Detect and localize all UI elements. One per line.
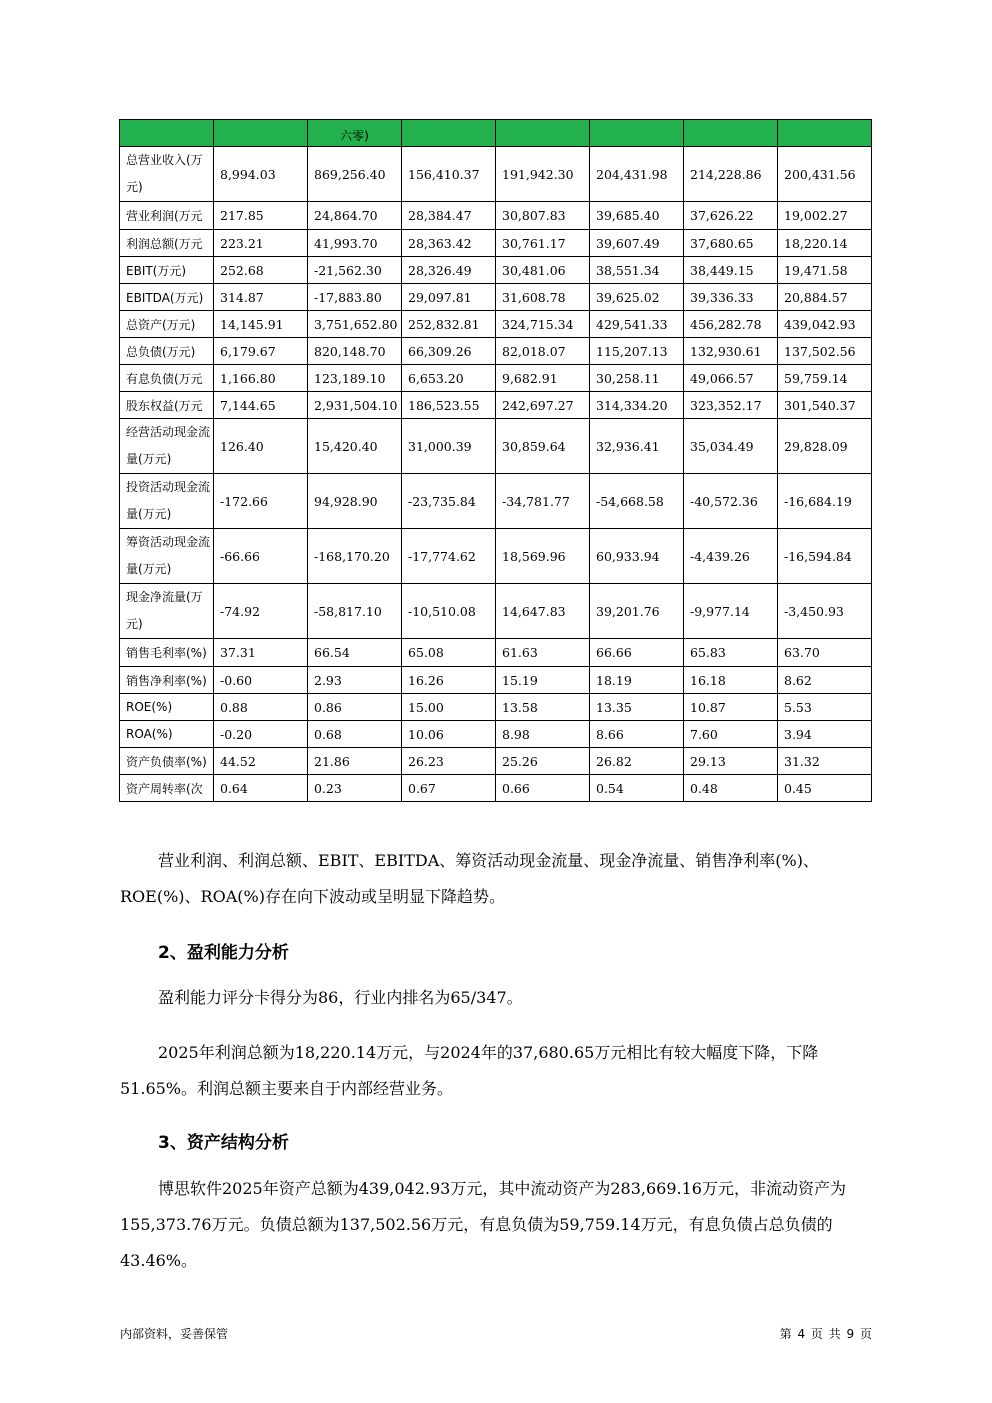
table-cell: 3,751,652.80 — [308, 311, 402, 338]
table-cell: 1,166.80 — [214, 365, 308, 392]
table-header-cell — [778, 120, 872, 147]
row-label: ROE(%) — [120, 694, 214, 721]
table-cell: 223.21 — [214, 230, 308, 257]
row-label: 营业利润(万元 — [120, 202, 214, 230]
table-cell: 66.54 — [308, 639, 402, 667]
row-label: ROA(%) — [120, 721, 214, 748]
table-cell: 191,942.30 — [496, 147, 590, 202]
table-row — [120, 284, 872, 311]
table-cell: 37,680.65 — [684, 230, 778, 257]
table-cell: -3,450.93 — [778, 584, 872, 639]
table-cell: 61.63 — [496, 639, 590, 667]
profit-score-paragraph: 盈利能力评分卡得分为86，行业内排名为65/347。 — [158, 988, 523, 1007]
table-cell: 28,363.42 — [402, 230, 496, 257]
table-cell: 0.64 — [214, 775, 308, 802]
table-cell: 39,201.76 — [590, 584, 684, 639]
table-row — [120, 748, 872, 775]
table-row — [120, 721, 872, 748]
table-cell: 10.06 — [402, 721, 496, 748]
table-cell: 28,326.49 — [402, 257, 496, 284]
row-label: 销售毛利率(%) — [120, 639, 214, 667]
table-header-cell — [402, 120, 496, 147]
table-cell: 21.86 — [308, 748, 402, 775]
table-header-cell — [214, 120, 308, 147]
table-cell: 94,928.90 — [308, 474, 402, 529]
table-cell: 38,551.34 — [590, 257, 684, 284]
table-cell: 8.62 — [778, 667, 872, 694]
table-row — [120, 311, 872, 338]
table-cell: 38,449.15 — [684, 257, 778, 284]
table-cell: 186,523.55 — [402, 392, 496, 419]
row-label: EBITDA(万元) — [120, 284, 214, 311]
table-cell: 20,884.57 — [778, 284, 872, 311]
table-row — [120, 529, 872, 584]
table-cell: 252,832.81 — [402, 311, 496, 338]
table-cell: 9,682.91 — [496, 365, 590, 392]
table-row — [120, 584, 872, 639]
table-cell: 39,336.33 — [684, 284, 778, 311]
table-cell: 0.66 — [496, 775, 590, 802]
table-cell: 5.53 — [778, 694, 872, 721]
table-cell: 31,608.78 — [496, 284, 590, 311]
table-cell: 7.60 — [684, 721, 778, 748]
table-cell: 60,933.94 — [590, 529, 684, 584]
table-header-cell: 六零) — [308, 120, 402, 147]
table-cell: 37.31 — [214, 639, 308, 667]
table-cell: 13.35 — [590, 694, 684, 721]
row-label: 投资活动现金流量(万元) — [120, 474, 214, 529]
table-cell: 19,002.27 — [778, 202, 872, 230]
row-label: 现金净流量(万元) — [120, 584, 214, 639]
table-cell: 24,864.70 — [308, 202, 402, 230]
table-cell: -40,572.36 — [684, 474, 778, 529]
table-cell: -66.66 — [214, 529, 308, 584]
profit-detail-paragraph: 2025年利润总额为18,220.14万元，与2024年的37,680.65万元相比有较大幅度下降，下降51.65%。利润总额主要来自于内部经营业务。 — [120, 1043, 819, 1098]
table-cell: 242,697.27 — [496, 392, 590, 419]
table-row — [120, 419, 872, 474]
profit-heading: 2、盈利能力分析 — [158, 943, 289, 963]
table-cell: 137,502.56 — [778, 338, 872, 365]
table-cell: 29,828.09 — [778, 419, 872, 474]
row-label: 经营活动现金流量(万元) — [120, 419, 214, 474]
table-cell: 820,148.70 — [308, 338, 402, 365]
table-cell: 204,431.98 — [590, 147, 684, 202]
table-cell: 65.83 — [684, 639, 778, 667]
table-cell: 2.93 — [308, 667, 402, 694]
table-row — [120, 147, 872, 202]
table-row — [120, 667, 872, 694]
table-header-cell — [684, 120, 778, 147]
table-cell: 26.82 — [590, 748, 684, 775]
table-row — [120, 202, 872, 230]
row-label: 股东权益(万元 — [120, 392, 214, 419]
table-row — [120, 392, 872, 419]
row-label: 资产负债率(%) — [120, 748, 214, 775]
table-cell: 252.68 — [214, 257, 308, 284]
table-cell: 16.26 — [402, 667, 496, 694]
table-cell: 6,653.20 — [402, 365, 496, 392]
table-cell: 30,859.64 — [496, 419, 590, 474]
table-cell: 59,759.14 — [778, 365, 872, 392]
table-cell: 323,352.17 — [684, 392, 778, 419]
table-cell: 0.86 — [308, 694, 402, 721]
table-row — [120, 230, 872, 257]
table-cell: 49,066.57 — [684, 365, 778, 392]
table-cell: 13.58 — [496, 694, 590, 721]
table-cell: 314.87 — [214, 284, 308, 311]
table-cell: -34,781.77 — [496, 474, 590, 529]
table-cell: 14,647.83 — [496, 584, 590, 639]
table-cell: 63.70 — [778, 639, 872, 667]
table-cell: 214,228.86 — [684, 147, 778, 202]
table-cell: -54,668.58 — [590, 474, 684, 529]
table-cell: 6,179.67 — [214, 338, 308, 365]
table-cell: 41,993.70 — [308, 230, 402, 257]
table-cell: 200,431.56 — [778, 147, 872, 202]
table-cell: 456,282.78 — [684, 311, 778, 338]
table-cell: -74.92 — [214, 584, 308, 639]
table-cell: 429,541.33 — [590, 311, 684, 338]
table-cell: 0.54 — [590, 775, 684, 802]
table-cell: 32,936.41 — [590, 419, 684, 474]
table-cell: 0.88 — [214, 694, 308, 721]
table-cell: 0.23 — [308, 775, 402, 802]
table-cell: 301,540.37 — [778, 392, 872, 419]
table-cell: -21,562.30 — [308, 257, 402, 284]
table-cell: 30,481.06 — [496, 257, 590, 284]
table-cell: 126.40 — [214, 419, 308, 474]
table-cell: 123,189.10 — [308, 365, 402, 392]
table-cell: 439,042.93 — [778, 311, 872, 338]
table-cell: 65.08 — [402, 639, 496, 667]
row-label: 总负债(万元) — [120, 338, 214, 365]
table-row — [120, 474, 872, 529]
table-header-cell — [120, 120, 214, 147]
table-cell: 0.68 — [308, 721, 402, 748]
table-cell: -168,170.20 — [308, 529, 402, 584]
table-cell: 2,931,504.10 — [308, 392, 402, 419]
table-cell: 66.66 — [590, 639, 684, 667]
table-cell: 14,145.91 — [214, 311, 308, 338]
table-row — [120, 338, 872, 365]
table-cell: 25.26 — [496, 748, 590, 775]
table-cell: -23,735.84 — [402, 474, 496, 529]
table-cell: 44.52 — [214, 748, 308, 775]
table-cell: 29.13 — [684, 748, 778, 775]
asset-detail-paragraph: 博思软件2025年资产总额为439,042.93万元，其中流动资产为283,669.16万元，非流动资产为155,373.76万元。负债总额为137,502.56万元，有息负债为59,759.14万元，有息负债占总负债的43.46%。 — [120, 1179, 846, 1270]
table-cell: 30,761.17 — [496, 230, 590, 257]
table-header-cell — [496, 120, 590, 147]
row-label: 总资产(万元) — [120, 311, 214, 338]
table-cell: 26.23 — [402, 748, 496, 775]
financial-table — [119, 119, 872, 802]
table-cell: -10,510.08 — [402, 584, 496, 639]
table-header-cell — [590, 120, 684, 147]
table-cell: -16,594.84 — [778, 529, 872, 584]
table-cell: 0.67 — [402, 775, 496, 802]
table-cell: 39,607.49 — [590, 230, 684, 257]
table-cell: 10.87 — [684, 694, 778, 721]
table-cell: 8.66 — [590, 721, 684, 748]
table-cell: 8,994.03 — [214, 147, 308, 202]
table-cell: 19,471.58 — [778, 257, 872, 284]
table-row — [120, 639, 872, 667]
table-cell: -0.60 — [214, 667, 308, 694]
table-cell: -58,817.10 — [308, 584, 402, 639]
table-cell: 115,207.13 — [590, 338, 684, 365]
table-cell: -17,774.62 — [402, 529, 496, 584]
table-cell: 31.32 — [778, 748, 872, 775]
table-cell: 156,410.37 — [402, 147, 496, 202]
trend-paragraph: 营业利润、利润总额、EBIT、EBITDA、筹资活动现金流量、现金净流量、销售净利率(%)、ROE(%)、ROA(%)存在向下波动或呈明显下降趋势。 — [120, 851, 819, 906]
table-cell: -9,977.14 — [684, 584, 778, 639]
table-cell: -16,684.19 — [778, 474, 872, 529]
table-cell: 16.18 — [684, 667, 778, 694]
table-row — [120, 365, 872, 392]
table-cell: 35,034.49 — [684, 419, 778, 474]
table-cell: -17,883.80 — [308, 284, 402, 311]
table-cell: 0.45 — [778, 775, 872, 802]
table-row — [120, 257, 872, 284]
table-cell: 15.19 — [496, 667, 590, 694]
table-header-row — [120, 120, 872, 147]
table-cell: 18,220.14 — [778, 230, 872, 257]
table-cell: -4,439.26 — [684, 529, 778, 584]
table-cell: 39,685.40 — [590, 202, 684, 230]
table-cell: 39,625.02 — [590, 284, 684, 311]
table-cell: 7,144.65 — [214, 392, 308, 419]
table-row — [120, 775, 872, 802]
footer-confidential: 内部资料，妥善保管 — [120, 1327, 229, 1341]
table-cell: 28,384.47 — [402, 202, 496, 230]
row-label: 利润总额(万元 — [120, 230, 214, 257]
table-cell: 29,097.81 — [402, 284, 496, 311]
table-cell: 18,569.96 — [496, 529, 590, 584]
table-cell: 314,334.20 — [590, 392, 684, 419]
row-label: 筹资活动现金流量(万元) — [120, 529, 214, 584]
table-cell: 30,258.11 — [590, 365, 684, 392]
table-cell: 37,626.22 — [684, 202, 778, 230]
table-cell: 66,309.26 — [402, 338, 496, 365]
table-cell: -172.66 — [214, 474, 308, 529]
table-cell: 324,715.34 — [496, 311, 590, 338]
footer-page-number: 第 4 页 共 9 页 — [779, 1327, 872, 1341]
row-label: 销售净利率(%) — [120, 667, 214, 694]
table-cell: 30,807.83 — [496, 202, 590, 230]
table-cell: 869,256.40 — [308, 147, 402, 202]
table-cell: -0.20 — [214, 721, 308, 748]
table-cell: 217.85 — [214, 202, 308, 230]
table-cell: 82,018.07 — [496, 338, 590, 365]
row-label: 总营业收入(万元) — [120, 147, 214, 202]
table-cell: 132,930.61 — [684, 338, 778, 365]
asset-heading: 3、资产结构分析 — [158, 1133, 289, 1153]
table-cell: 3.94 — [778, 721, 872, 748]
row-label: 资产周转率(次 — [120, 775, 214, 802]
table-cell: 18.19 — [590, 667, 684, 694]
table-cell: 31,000.39 — [402, 419, 496, 474]
table-row — [120, 694, 872, 721]
table-cell: 8.98 — [496, 721, 590, 748]
row-label: 有息负债(万元 — [120, 365, 214, 392]
table-cell: 0.48 — [684, 775, 778, 802]
row-label: EBIT(万元) — [120, 257, 214, 284]
table-cell: 15,420.40 — [308, 419, 402, 474]
table-cell: 15.00 — [402, 694, 496, 721]
